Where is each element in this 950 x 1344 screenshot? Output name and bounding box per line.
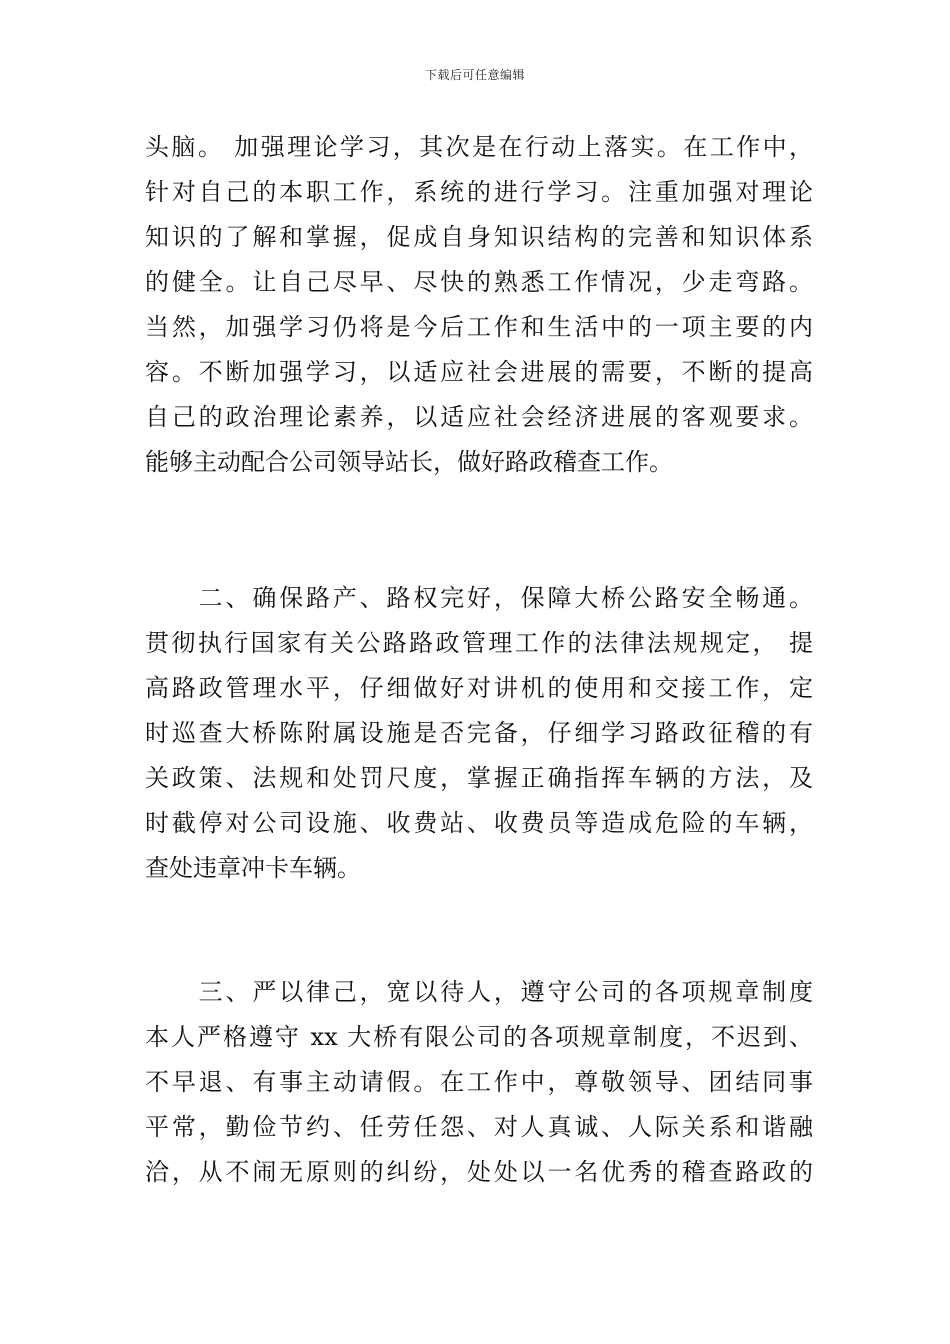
text-line: 平常，勤俭节约、任劳任怨、对人真诚、人际关系和谐融 [145, 1113, 813, 1141]
text-line: 针对自己的本职工作，系统的进行学习。注重加强对理论 [145, 178, 813, 206]
text-line: 的健全。让自己尽早、尽快的熟悉工作情况，少走弯路。 [145, 268, 813, 296]
text-line: 高路政管理水平，仔细做好对讲机的使用和交接工作，定 [145, 674, 813, 702]
page-header: 下载后可任意编辑 [424, 68, 525, 82]
text-line: 容。不断加强学习，以适应社会进展的需要，不断的提高 [145, 358, 813, 386]
paragraph-2 [145, 576, 813, 891]
paragraph-3 [145, 970, 813, 1195]
text-line: 自己的政治理论素养，以适应社会经济进展的客观要求。 [145, 403, 813, 431]
text-line: 能够主动配合公司领导站长，做好路政稽查工作。 [145, 448, 673, 476]
text-line: 查处违章冲卡车辆。 [145, 854, 361, 882]
text-line: 洽，从不闹无原则的纠纷，处处以一名优秀的稽查路政的 [145, 1158, 813, 1186]
text-line: 贯彻执行国家有关公路路政管理工作的法律法规规定， 提 [145, 629, 813, 657]
text-line: 二、确保路产、路权完好，保障大桥公路安全畅通。 [145, 584, 813, 612]
text-line: 时截停对公司设施、收费站、收费员等造成危险的车辆， [145, 809, 813, 837]
text-line: 当然，加强学习仍将是今后工作和生活中的一项主要的内 [145, 313, 813, 341]
text-line: 头脑。 加强理论学习，其次是在行动上落实。在工作中， [145, 133, 813, 161]
text-line: 关政策、法规和处罚尺度，掌握正确指挥车辆的方法，及 [145, 764, 813, 792]
paragraph-1 [145, 125, 813, 485]
text-line: 时巡查大桥陈附属设施是否完备，仔细学习路政征稽的有 [145, 719, 813, 747]
text-line: 知识的了解和掌握，促成自身知识结构的完善和知识体系 [145, 223, 813, 251]
text-line: 三、严以律己，宽以待人，遵守公司的各项规章制度 [145, 978, 813, 1006]
text-line: 不早退、有事主动请假。在工作中，尊敬领导、团结同事 [145, 1068, 813, 1096]
text-line: 本人严格遵守 xx 大桥有限公司的各项规章制度，不迟到、 [145, 1023, 813, 1051]
